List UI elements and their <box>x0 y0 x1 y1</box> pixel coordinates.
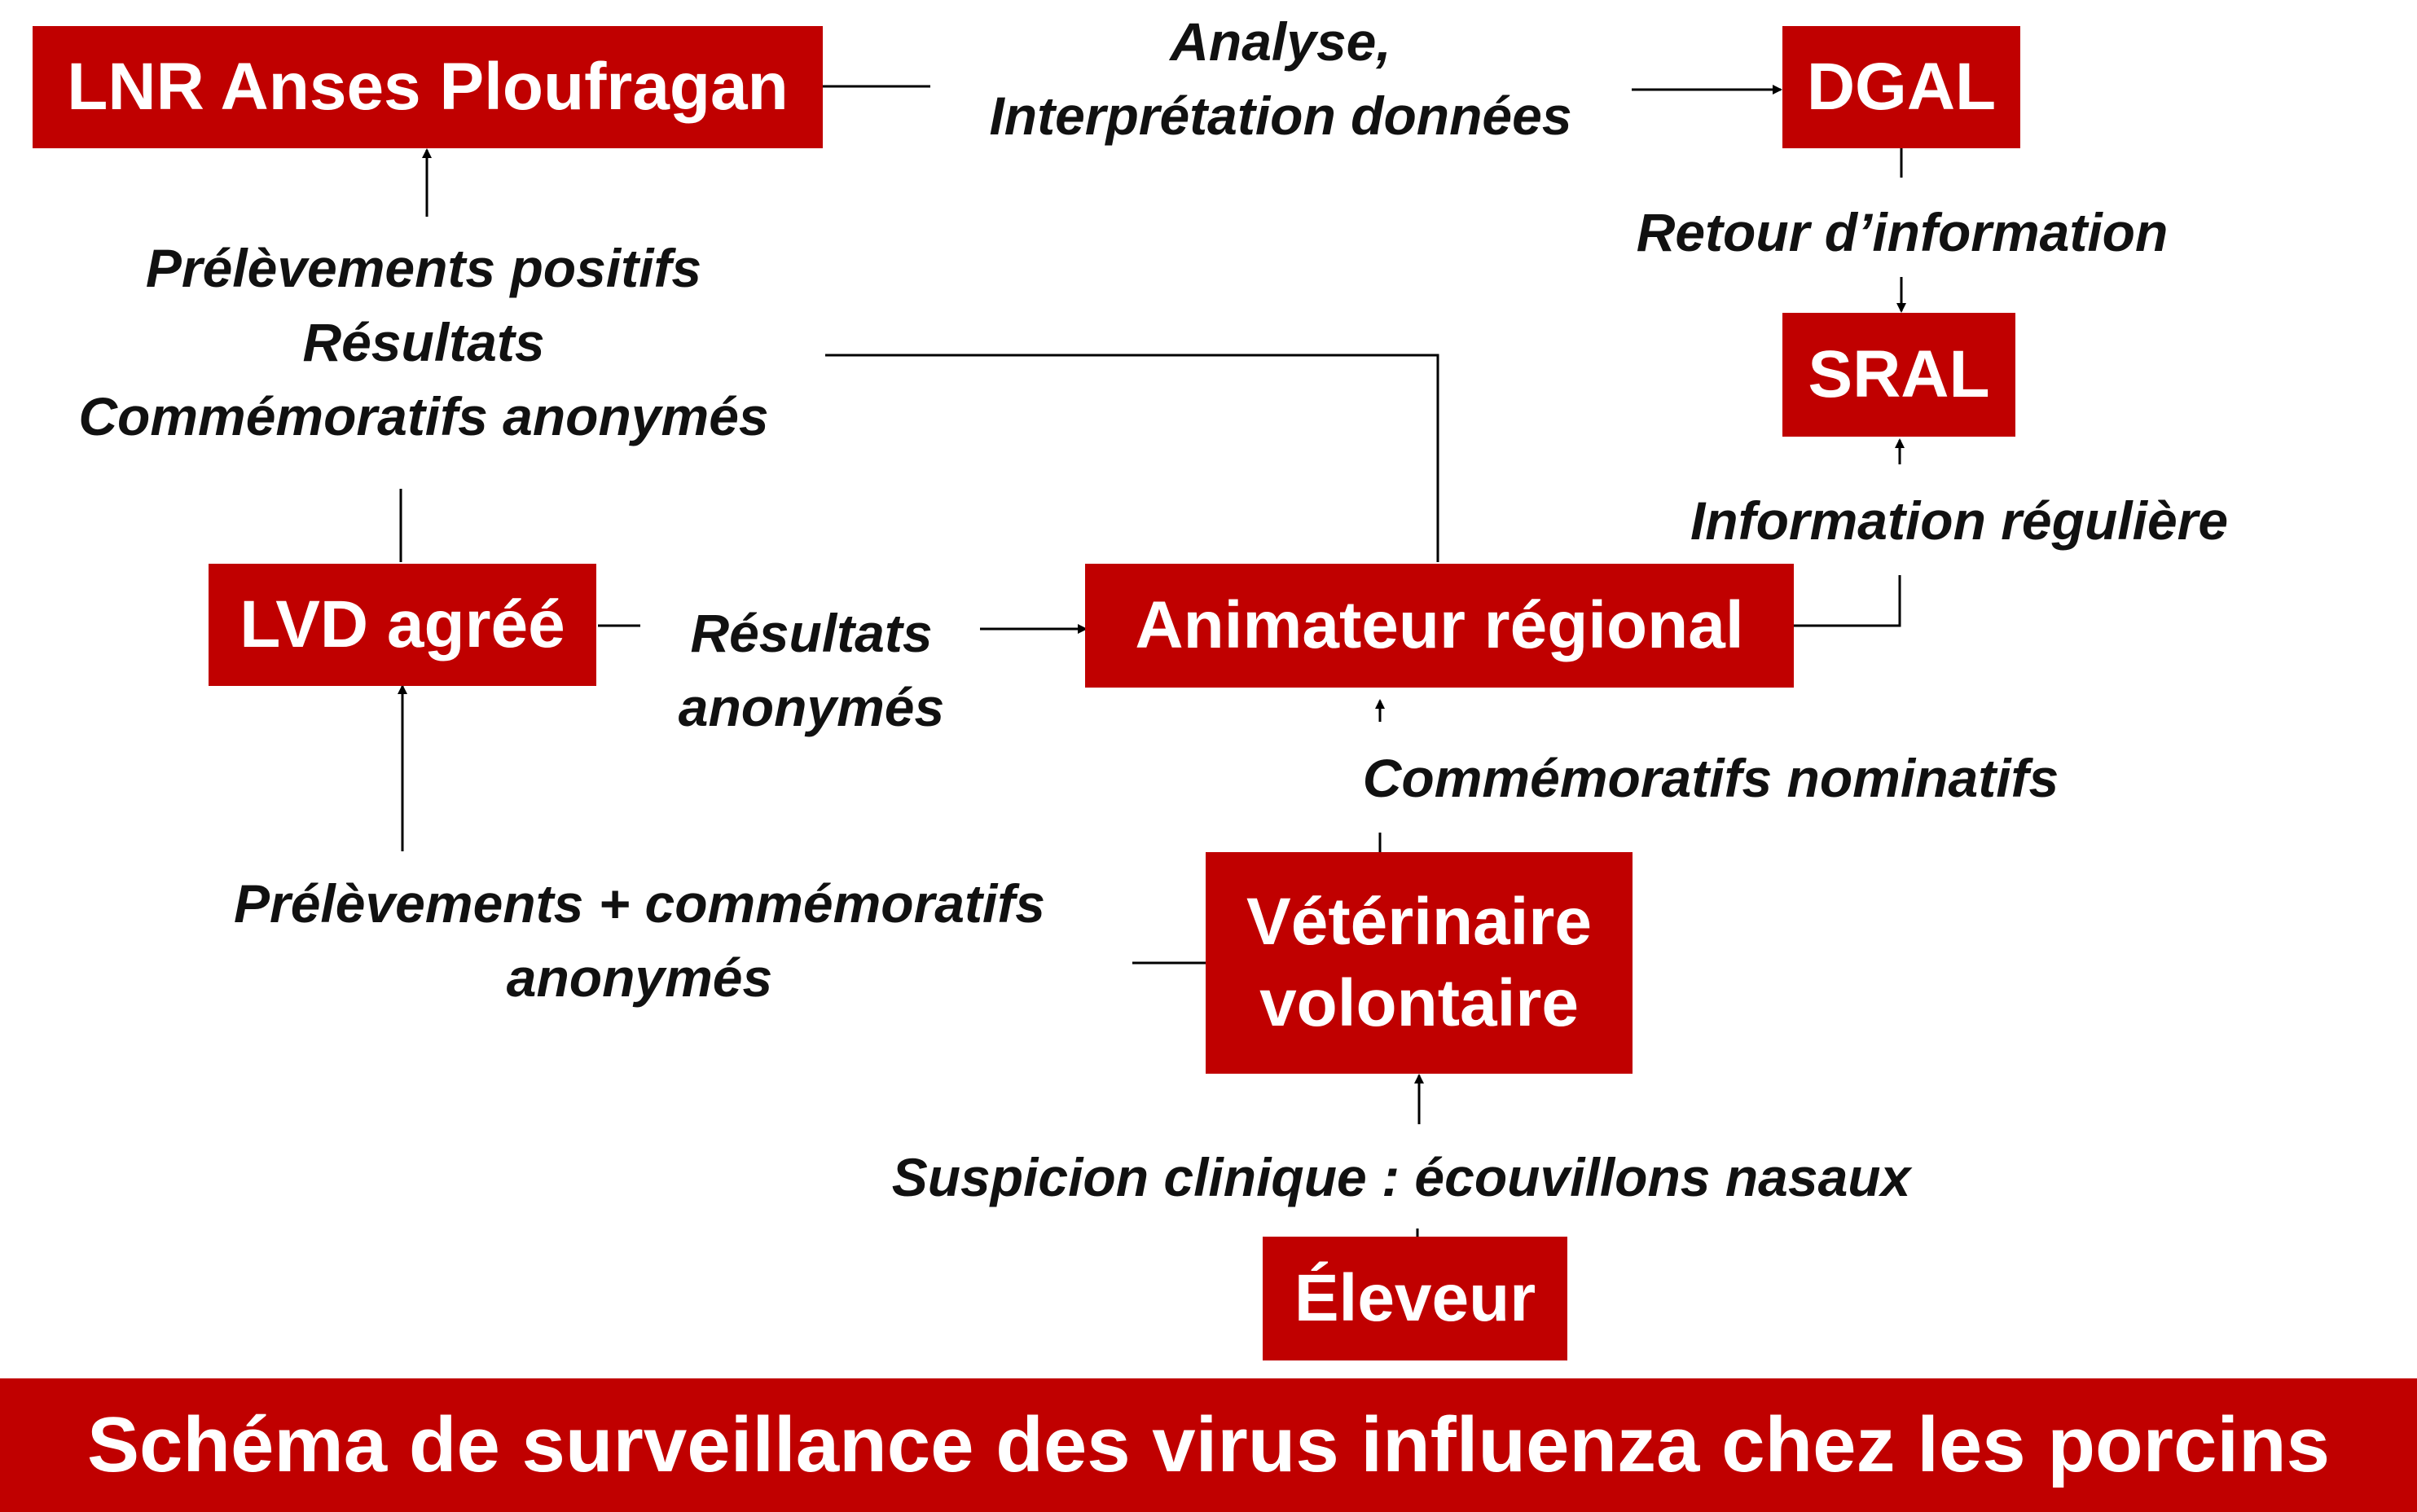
node-veterinaire-line-1: Vétérinaire <box>1246 884 1592 959</box>
line-animateur-to-information <box>1794 575 1900 626</box>
node-eleveur: Éleveur <box>1263 1237 1567 1360</box>
label-prelevements-commemoratifs <box>187 867 1092 1015</box>
label-commemoratifs-nominatifs: Commémoratifs nominatifs <box>1362 748 2059 808</box>
label-prelevements-commemoratifs-line-2: anonymés <box>506 947 773 1009</box>
node-lvd-agree: LVD agréé <box>209 564 596 686</box>
label-prelevements-line-1: Prélèvements positifs <box>145 238 702 298</box>
label-prelevements-line-3: Commémoratifs anonymés <box>78 386 769 447</box>
label-resultats-anonymes <box>640 596 982 745</box>
node-animateur-regional: Animateur régional <box>1085 564 1794 688</box>
label-analyse-interpretation <box>947 5 1615 153</box>
label-resultats-line-2: anonymés <box>678 677 945 738</box>
label-prelevements-line-2: Résultats <box>302 312 545 373</box>
line-animateur-to-resultats <box>825 355 1438 562</box>
label-information-reguliere: Information régulière <box>1690 490 2229 551</box>
label-prelevements-positifs <box>16 231 831 454</box>
node-veterinaire-line-2: volontaire <box>1259 966 1579 1040</box>
node-sral: SRAL <box>1782 313 2015 437</box>
label-resultats-line-1: Résultats <box>690 603 933 663</box>
label-retour-information: Retour d’information <box>1636 202 2169 262</box>
label-prelevements-commemoratifs-line-1: Prélèvements + commémoratifs <box>234 873 1045 934</box>
label-suspicion-clinique: Suspicion clinique : écouvillons nasaux <box>891 1147 1911 1207</box>
node-veterinaire-volontaire <box>1206 852 1633 1074</box>
title-bar <box>0 1378 2417 1512</box>
node-lnr-anses-ploufragan: LNR Anses Ploufragan <box>33 26 823 148</box>
node-dgal: DGAL <box>1782 26 2020 148</box>
diagram-title: Schéma de surveillance des virus influenza chez les porcins <box>86 1401 2331 1488</box>
label-analyse-line-1: Analyse, <box>1170 11 1391 72</box>
label-analyse-line-2: Interprétation données <box>989 86 1572 147</box>
